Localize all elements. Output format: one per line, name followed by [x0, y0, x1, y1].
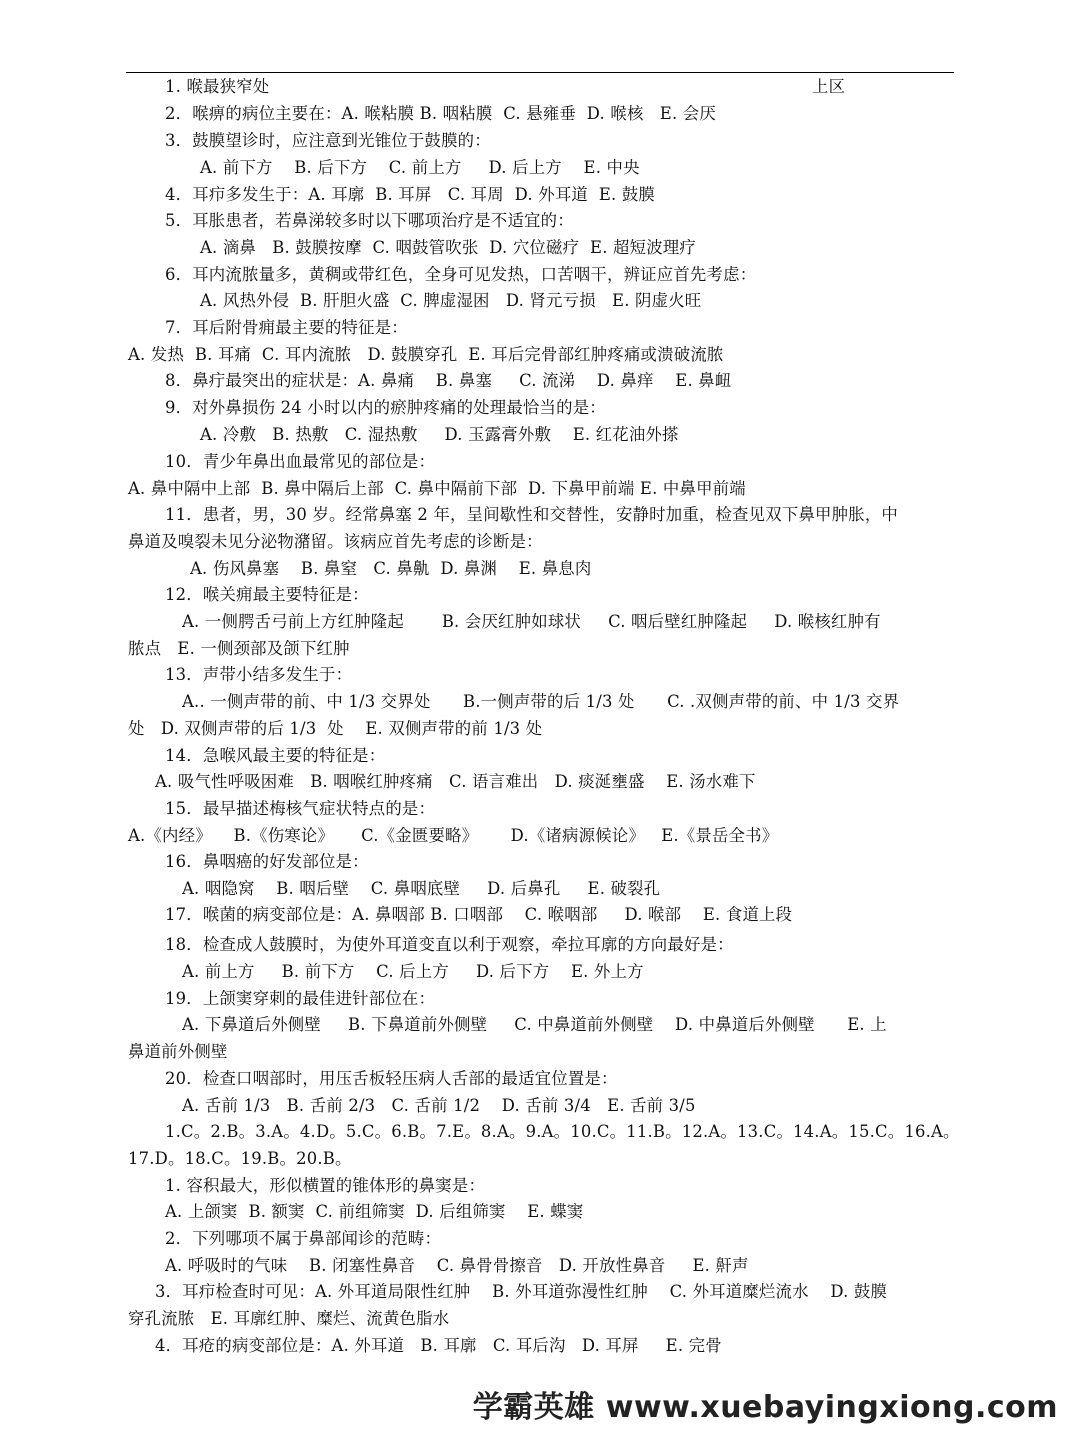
- text-line: 19．上颌窦穿刺的最佳进针部位在：: [165, 989, 436, 1008]
- text-line: A. 鼻中隔中上部 B. 鼻中隔后上部 C. 鼻中隔前下部 D. 下鼻甲前端 E. 中鼻甲前端: [128, 479, 746, 498]
- text-line: A. 吸气性呼吸困难 B. 咽喉红肿疼痛 C. 语言难出 D. 痰涎壅盛 E. 汤水难下: [155, 772, 756, 791]
- text-line: 13．声带小结多发生于：: [165, 665, 353, 684]
- text-line: 20．检查口咽部时，用压舌板轻压病人舌部的最适宜位置是：: [165, 1069, 618, 1088]
- text-line: 9．对外鼻损伤 24 小时以内的瘀肿疼痛的处理最恰当的是：: [165, 398, 606, 417]
- text-line: A. 咽隐窝 B. 咽后壁 C. 鼻咽底壁 D. 后鼻孔 E. 破裂孔: [182, 879, 661, 898]
- text-line: A. 风热外侵 B. 肝胆火盛 C. 脾虚湿困 D. 肾元亏损 E. 阴虚火旺: [200, 291, 702, 310]
- header-right-text: 上区: [812, 77, 846, 96]
- text-line: 17.D。18.C。19.B。20.B。: [128, 1149, 352, 1168]
- text-line: 2．下列哪项不属于鼻部闻诊的范畴：: [165, 1229, 442, 1248]
- text-line: A.《内经》 B.《伤寒论》 C.《金匮要略》 D.《诸病源候论》 E.《景岳全书》: [128, 826, 779, 845]
- text-line: 鼻道及嗅裂未见分泌物潴留。该病应首先考虑的诊断是：: [128, 532, 543, 551]
- text-line: 鼻道前外侧壁: [128, 1042, 228, 1061]
- text-line: 14．急喉风最主要的特征是：: [165, 746, 386, 765]
- text-line: A. 发热 B. 耳痛 C. 耳内流脓 D. 鼓膜穿孔 E. 耳后完骨部红肿疼痛或溃破流脓: [128, 345, 724, 364]
- text-line: 1. 容积最大，形似横置的锥体形的鼻窦是：: [165, 1176, 486, 1195]
- watermark-text: 学霸英雄 www.xuebayingxiong.com: [472, 1390, 1058, 1425]
- text-line: 1.C。2.B。3.A。4.D。5.C。6.B。7.E。8.A。9.A。10.C。11.B。12.A。13.C。14.A。15.C。16.A。: [165, 1122, 960, 1141]
- text-line: 16．鼻咽癌的好发部位是：: [165, 852, 369, 871]
- text-line: A. 前下方 B. 后下方 C. 前上方 D. 后上方 E. 中央: [200, 158, 640, 177]
- text-line: 处 D. 双侧声带的后 1/3 处 E. 双侧声带的前 1/3 处: [128, 719, 543, 738]
- text-line: A.. 一侧声带的前、中 1/3 交界处 B.一侧声带的后 1/3 处 C. .双侧声带的前、中 1/3 交界: [182, 692, 900, 711]
- text-line: A. 伤风鼻塞 B. 鼻窒 C. 鼻鼽 D. 鼻渊 E. 鼻息肉: [190, 559, 592, 578]
- text-line: 穿孔流脓 E. 耳廓红肿、糜烂、流黄色脂水: [128, 1309, 450, 1328]
- header-rule: [126, 72, 954, 73]
- text-line: 3．耳疖检查时可见：A. 外耳道局限性红肿 B. 外耳道弥漫性红肿 C. 外耳道糜烂流水 D. 鼓膜: [155, 1282, 888, 1301]
- text-line: 4．耳疮的病变部位是：A. 外耳道 B. 耳廓 C. 耳后沟 D. 耳屏 E. 完骨: [155, 1336, 722, 1355]
- text-line: A. 滴鼻 B. 鼓膜按摩 C. 咽鼓管吹张 D. 穴位磁疗 E. 超短波理疗: [200, 238, 696, 257]
- text-line: A. 舌前 1/3 B. 舌前 2/3 C. 舌前 1/2 D. 舌前 3/4 E. 舌前 3/5: [182, 1096, 696, 1115]
- text-line: 4．耳疖多发生于：A. 耳廓 B. 耳屏 C. 耳周 D. 外耳道 E. 鼓膜: [165, 185, 656, 204]
- text-line: A. 冷敷 B. 热敷 C. 湿热敷 D. 玉露膏外敷 E. 红花油外搽: [200, 425, 679, 444]
- text-line: A. 下鼻道后外侧壁 B. 下鼻道前外侧壁 C. 中鼻道前外侧壁 D. 中鼻道后外侧壁 E. 上: [182, 1015, 887, 1034]
- text-line: A. 一侧腭舌弓前上方红肿隆起 B. 会厌红肿如球状 C. 咽后壁红肿隆起 D. 喉核红肿有: [182, 612, 881, 631]
- text-line: 脓点 E. 一侧颈部及颌下红肿: [128, 639, 350, 658]
- text-line: 15．最早描述梅核气症状特点的是：: [165, 799, 436, 818]
- text-line: A. 前上方 B. 前下方 C. 后上方 D. 后下方 E. 外上方: [182, 962, 644, 981]
- text-line: 5．耳胀患者，若鼻涕较多时以下哪项治疗是不适宜的：: [165, 211, 574, 230]
- text-line: 1. 喉最狭窄处: [165, 77, 270, 96]
- text-line: 12．喉关痈最主要特征是：: [165, 585, 369, 604]
- text-line: 18．检查成人鼓膜时，为使外耳道变直以利于观察，牵拉耳廓的方向最好是：: [165, 935, 734, 954]
- text-line: A. 上颌窦 B. 额窦 C. 前组筛窦 D. 后组筛窦 E. 蝶窦: [165, 1202, 584, 1221]
- text-line: 8．鼻疔最突出的症状是：A. 鼻痛 B. 鼻塞 C. 流涕 D. 鼻痒 E. 鼻衄: [165, 371, 732, 390]
- text-line: 7．耳后附骨痈最主要的特征是：: [165, 318, 408, 337]
- text-line: 11．患者，男，30 岁。经常鼻塞 2 年，呈间歇性和交替性，安静时加重，检查见双下鼻甲肿胀，中: [165, 505, 898, 524]
- text-line: 3．鼓膜望诊时，应注意到光锥位于鼓膜的：: [165, 131, 491, 150]
- text-line: A. 呼吸时的气味 B. 闭塞性鼻音 C. 鼻骨骨擦音 D. 开放性鼻音 E. 鼾声: [165, 1256, 749, 1275]
- text-line: 10．青少年鼻出血最常见的部位是：: [165, 452, 436, 471]
- text-line: 6．耳内流脓量多，黄稠或带红色，全身可见发热，口苦咽干，辨证应首先考虑：: [165, 265, 757, 284]
- text-line: 17．喉菌的病变部位是：A. 鼻咽部 B. 口咽部 C. 喉咽部 D. 喉部 E. 食道上段: [165, 905, 793, 924]
- text-line: 2．喉痹的病位主要在：A. 喉粘膜 B. 咽粘膜 C. 悬雍垂 D. 喉核 E. 会厌: [165, 104, 716, 123]
